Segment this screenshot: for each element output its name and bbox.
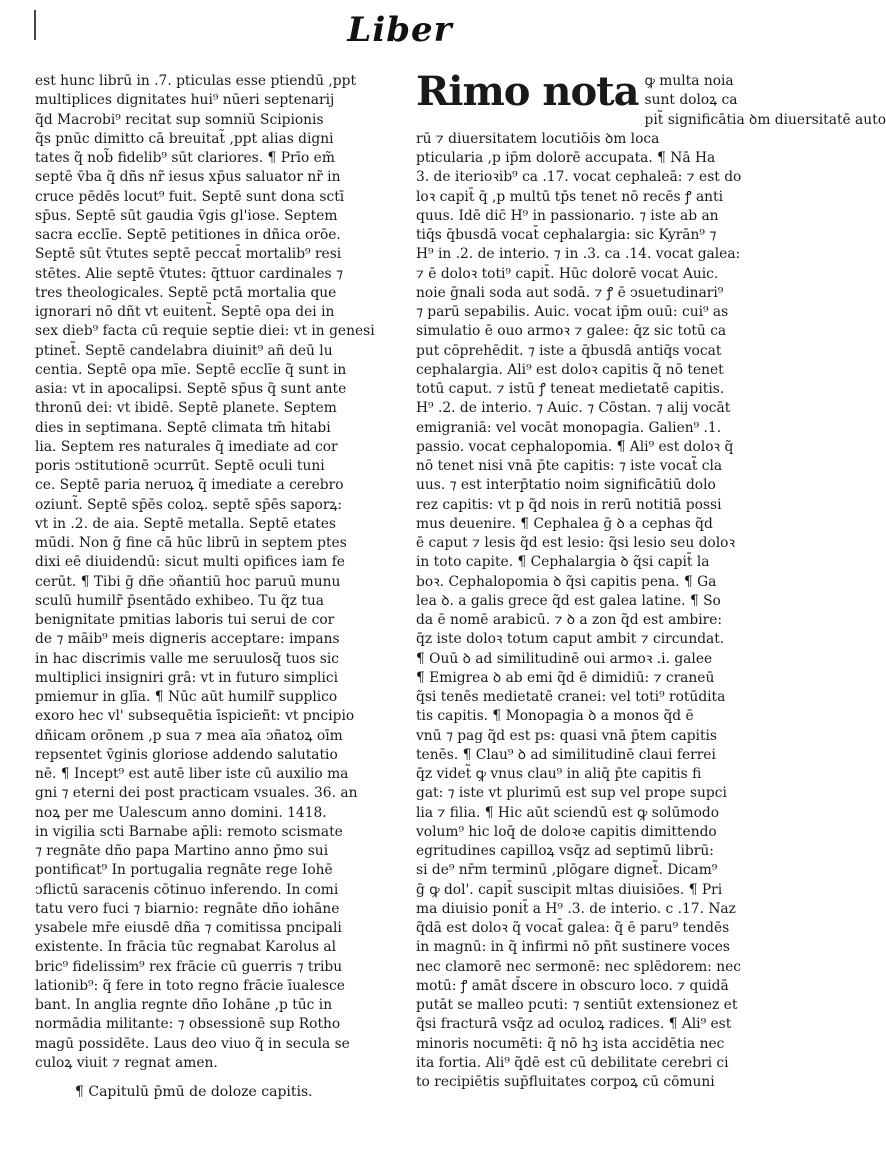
text-line: 3. de iterioꝛib⁹ ca .17. vocat cephaleā: ⁊ est do [416, 169, 742, 186]
text-line: ignorari nō dñt vt euitent̃. Septē opa dei in [35, 304, 335, 320]
text-line: tis capitis. ¶ Monopagia ꝺ a monos q̃d ē [416, 708, 694, 725]
text-line: ↄflictū saracenis cōtinuo inferendo. In comi [35, 881, 339, 898]
text-line: loꝛ capit̄ q̄ ,p multū tp̄s tenet nō recēs ꝭ anti [416, 188, 724, 205]
right-column [416, 68, 886, 1092]
text-line: uus. ⁊ est interp̄tatio noim significātiū dolo [416, 477, 716, 494]
text-line: poris ↄstitutionē ↄcurrūt. Septē oculi tuni [35, 458, 325, 474]
text-line: ce. Septē paria neruoꝝ q̃ imediate a cerebro [35, 477, 344, 494]
text-line: gni ⁊ eterni dei post practicam vsuales. 36. an [35, 785, 358, 802]
text-line: in toto capite. ¶ Cephalargia ꝺ q̃si capit̄ la [416, 554, 710, 571]
text-line: multiplices dignitates hui⁹ nūeri septenarij [35, 92, 335, 109]
text-line: bant. In anglia regnte dño Iohāne ,p tūc in [35, 997, 333, 1013]
text-line: totū caput. ⁊ istū ꝭ teneat medietatē capitis. [416, 381, 725, 397]
chapter-heading: ¶ Capitulū p̄mū de doloze capitis. [75, 1084, 313, 1100]
text-line: egritudines capilloꝝ vsq̄z ad septimū librū: [416, 843, 714, 859]
text-line: nē. ¶ Incept⁹ est autē liber iste cū auxilio ma [35, 766, 349, 782]
text-line: asia: vt in apocalipsi. Septē sp̄us q̃ sunt ante [35, 381, 347, 397]
text-line: putāt se malleo pcuti: ⁊ sentiūt extensionez et [416, 997, 738, 1013]
text-line: in magnū: in q̃ infirmi nō pñt sustinere voces [416, 939, 731, 956]
text-line: de ⁊ māib⁹ meis digneris acceptare: impans [35, 631, 340, 648]
text-line: pticularia ,p ip̄m dolorē accupata. ¶ Nā Ha [416, 150, 716, 166]
text-line: q̃si tenēs medietatē cranei: vel toti⁹ rotūdita [416, 689, 726, 705]
text-line: gat: ⁊ iste vt plurimū est sup vel prope supci [416, 785, 727, 802]
text-line: Septē sūt v̄tutes septē peccat̄ mortalib⁹ resi [35, 246, 342, 263]
text-line: est hunc librū in .7. pticulas esse ptiendū ,ppt [35, 73, 357, 89]
text-line: tates q̃ nob̃ fidelib⁹ sūt clariores. ¶ Prīo em̃ [35, 150, 335, 166]
text-line: q̃d Macrobi⁹ recitat sup somniū Scipionis [35, 111, 324, 128]
text-line: dñicam orōnem ,p sua ⁊ mea aīa ↄñatoꝝ oīm [35, 727, 343, 744]
text-line: in vigilia scti Barnabe ap̄li: remoto scismate [35, 823, 343, 840]
text-line: in hac discrimis valle me seruulosq̃ tuos sic [35, 650, 340, 667]
text-line: tres theologicales. Septē pctā mortalia que [35, 284, 337, 301]
text-line: benignitate pmitias laboris tui serui de cor [35, 612, 335, 628]
text-line: put cōprehēdit. ⁊ iste a q̄busdā antiq̄s vocat [416, 342, 722, 359]
text-line: ⁊ ē doloꝛ toti⁹ capit̄. Hūc dolorē vocat Auic. [416, 265, 719, 282]
text-line: q̃si fracturā vsq̄z ad oculoꝝ radices. ¶ Ali⁹ est [416, 1016, 732, 1033]
text-line: mus deuenire. ¶ Cephalea ḡ ꝺ a cephas q̃d [416, 515, 713, 532]
left-column-text [35, 72, 401, 1073]
text-line: q̄z iste doloꝛ totum caput ambit ⁊ circundat. [416, 631, 725, 648]
text-line: septē v̄ba q̃ dñs nr̃ iesus xp̄us saluator nr̃ in [35, 169, 341, 186]
text-line: rez capitis: vt p q̃d nois in rerū notitiā possi [416, 496, 722, 513]
drop-cap-lines [645, 72, 886, 130]
text-line: sculū humilr̃ p̄sentādo exhibeo. Tu q̃z tua [35, 592, 324, 609]
text-line: nec clamorē nec sermonē: nec splēdorem: nec [416, 958, 741, 975]
drop-cap-initial: Rimo nota [416, 68, 639, 115]
text-line: oziunt̃. Septē sp̄ēs coloꝝ. septē sp̄ēs saporꝝ: [35, 496, 343, 513]
text-line: simulatio ē ouo armoꝛ ⁊ galee: q̄z sic totū ca [416, 323, 727, 340]
text-line: tatu vero fuci ⁊ biarnio: regnāte dño iohāne [35, 900, 340, 917]
text-line: culoꝝ viuit ⁊ regnat amen. [35, 1054, 218, 1071]
text-line: cephalargia. Ali⁹ est doloꝛ capitis q̃ nō tenet [416, 361, 724, 378]
text-line: existente. In frācia tūc regnabat Karolus al [35, 939, 336, 956]
text-line: boꝛ. Cephalopomia ꝺ q̃si capitis pena. ¶ Ga [416, 573, 717, 590]
text-line: si de⁹ nr̄m terminū ,plōgare dignet̃. Dicam⁹ [416, 862, 718, 879]
text-line: emigraniā: vel vocāt monopagia. Galien⁹ .1. [416, 419, 722, 436]
left-column [35, 72, 401, 1102]
text-line: sp̄us. Septē sūt gaudia v̄gis gl'iose. Septem [35, 207, 338, 224]
text-line: pontificat⁹ In portugalia regnāte rege Iohē [35, 862, 333, 879]
text-line: nō tenet nisi vnā p̄te capitis: ⁊ iste vocat̃ cla [416, 458, 723, 474]
text-line: vt in .2. de aia. Septē metalla. Septē etates [35, 515, 337, 532]
text-line: vnū ⁊ pag q̃d est ps: quasi vnā p̄tem capitis [416, 727, 717, 744]
text-line: magū possidēte. Laus deo viuo q̃ in secula se [35, 1035, 350, 1052]
text-line: normādia militante: ⁊ obsessionē sup Rotho [35, 1016, 341, 1033]
text-line: multiplici insigniri grā: vt in futuro simplici [35, 669, 339, 686]
text-line: da ē nomē arabicū. ⁊ ꝺ a zon q̃d est ambire: [416, 612, 723, 628]
text-line: motū: ꝭ amāt d̄scere in obscuro loco. ⁊ quidā [416, 977, 729, 994]
text-line: minoris nocumēti: q̃ nō hꝫ ista accidētia nec [416, 1035, 725, 1052]
text-line: ⁊ regnāte dño papa Martino anno p̄mo sui [35, 843, 329, 859]
text-line: ¶ Emigrea ꝺ ab emi q̃d ē dimidiū: ⁊ craneū [416, 669, 715, 686]
text-line: noie ḡnali soda aut sodā. ⁊ ꝭ ē ↄsuetudinari⁹ [416, 284, 724, 301]
text-line: sex dieb⁹ facta cū requie septie diei: vt in genesi [35, 323, 375, 340]
text-line: sunt doloꝝ ca [644, 92, 738, 109]
text-line: sacra ecclīe. Septē petitiones in dñica orōe. [35, 227, 341, 243]
text-line: bric⁹ fidelissim⁹ rex frācie cū guerris ⁊ tribu [35, 958, 343, 975]
text-line: thronū dei: vt ibidē. Septē planete. Septem [35, 400, 337, 417]
text-line: lia. Septem res naturales q̃ imediate ad cor [35, 438, 338, 455]
text-line: rū ⁊ diuersitatem locutiōis ꝺm loca [416, 130, 660, 147]
text-line: tenēs. ¶ Clau⁹ ꝺ ad similitudinē claui ferrei [416, 746, 716, 763]
text-line: lea ꝺ. a galis grece q̃d est galea latine. ¶ So [416, 592, 721, 609]
text-line: ptinet̃. Septē candelabra diuinit⁹ añ deū lu [35, 342, 333, 359]
text-line: cerūt. ¶ Tibi ḡ dñe ↄñantiū hoc paruū munu [35, 573, 341, 590]
text-line: centia. Septē opa mīe. Septē ecclīe q̃ sunt in [35, 361, 347, 378]
text-line: ḡ ꝙ dol'. capit̄ suscipit mltas diuisiōes. ¶ Pri [416, 881, 723, 898]
text-line: exoro hec vl' subsequētia īspicieñt: vt pncipio [35, 708, 355, 725]
text-line: ma diuisio ponit̄ a H⁹ .3. de interio. c .17. Naz [416, 900, 736, 917]
text-line: to recipiētis sup̄fluitates corpoꝝ cū cōmuni [416, 1074, 715, 1090]
text-line: repsentet v̄ginis gloriose addendo salutatio [35, 746, 338, 763]
text-line: noꝝ per me Ualescum anno domini. 1418. [35, 804, 327, 821]
text-line: ita fortia. Ali⁹ q̃dē est cū debilitate cerebri ci [416, 1054, 729, 1071]
text-line: H⁹ in .2. de interio. ⁊ in .3. ca .14. vocat galea: [416, 246, 741, 263]
text-line: H⁹ .2. de interio. ⁊ Auic. ⁊ Cōstan. ⁊ alij vocāt [416, 400, 731, 417]
text-line: quus. Idē dic̄ H⁹ in passionario. ⁊ iste ab an [416, 207, 719, 224]
text-line: lationib⁹: q̃ fere in toto regno frācie īualesce [35, 977, 345, 994]
text-line: pit̃ significātia ꝺm diuersitatē auto [644, 111, 886, 128]
text-line: ē caput ⁊ lesis q̃d est lesio: q̃si lesio seu doloꝛ [416, 535, 735, 551]
text-line: tiq̄s q̄busdā vocat̄ cephalargia: sic Kyrān⁹ ⁊ [416, 227, 717, 243]
running-head: Liber [347, 10, 453, 50]
text-line: q̃dā est doloꝛ q̃ vocat̄ galea: q̃ ē paru⁹ tendēs [416, 920, 730, 936]
text-line: ¶ Ouū ꝺ ad similitudinē oui armoꝛ .i. galee [416, 650, 713, 667]
text-line: q̃s pnūc dimitto cā breuitat̃ ,ppt alias digni [35, 130, 334, 147]
text-line: cruce pēdēs locut⁹ fuit. Septē sunt dona sctī [35, 188, 345, 205]
text-line: ⁊ parū sepabilis. Auic. vocat ip̄m ouū: cui⁹ as [416, 304, 729, 320]
text-line: pmiemur in glīa. ¶ Nūc aūt humilr̃ supplico [35, 689, 338, 705]
text-line: stētes. Alie septē v̄tutes: q̄ttuor cardinales ⁊ [35, 265, 343, 282]
text-line: q̄z videt̃ ꝙ vnus clau⁹ in aliq̄ p̄te capitis fi [416, 766, 702, 782]
opening-paragraph [416, 68, 886, 130]
text-line: volum⁹ hic loq̄ de doloꝛe capitis dimittendo [416, 823, 717, 840]
text-line: ꝙ multa noia [644, 73, 734, 89]
text-line: dies in septimana. Septē climata tm̄ hitabi [35, 419, 331, 436]
text-line: mūdi. Non ḡ fine cā hūc librū in septem ptes [35, 535, 347, 551]
text-line: ysabele mr̄e eiusdē dña ⁊ comitissa pncipali [35, 920, 342, 936]
text-line: lia ⁊ filia. ¶ Hic aūt sciendū est ꝙ solūmodo [416, 804, 720, 821]
text-line: passio. vocat cephalopomia. ¶ Ali⁹ est doloꝛ q̃ [416, 438, 734, 455]
text-line: dixi eē diuidendū: sicut multi opifices iam fe [35, 554, 345, 571]
page-gutter-edge [0, 10, 36, 40]
right-column-text [416, 130, 792, 1093]
